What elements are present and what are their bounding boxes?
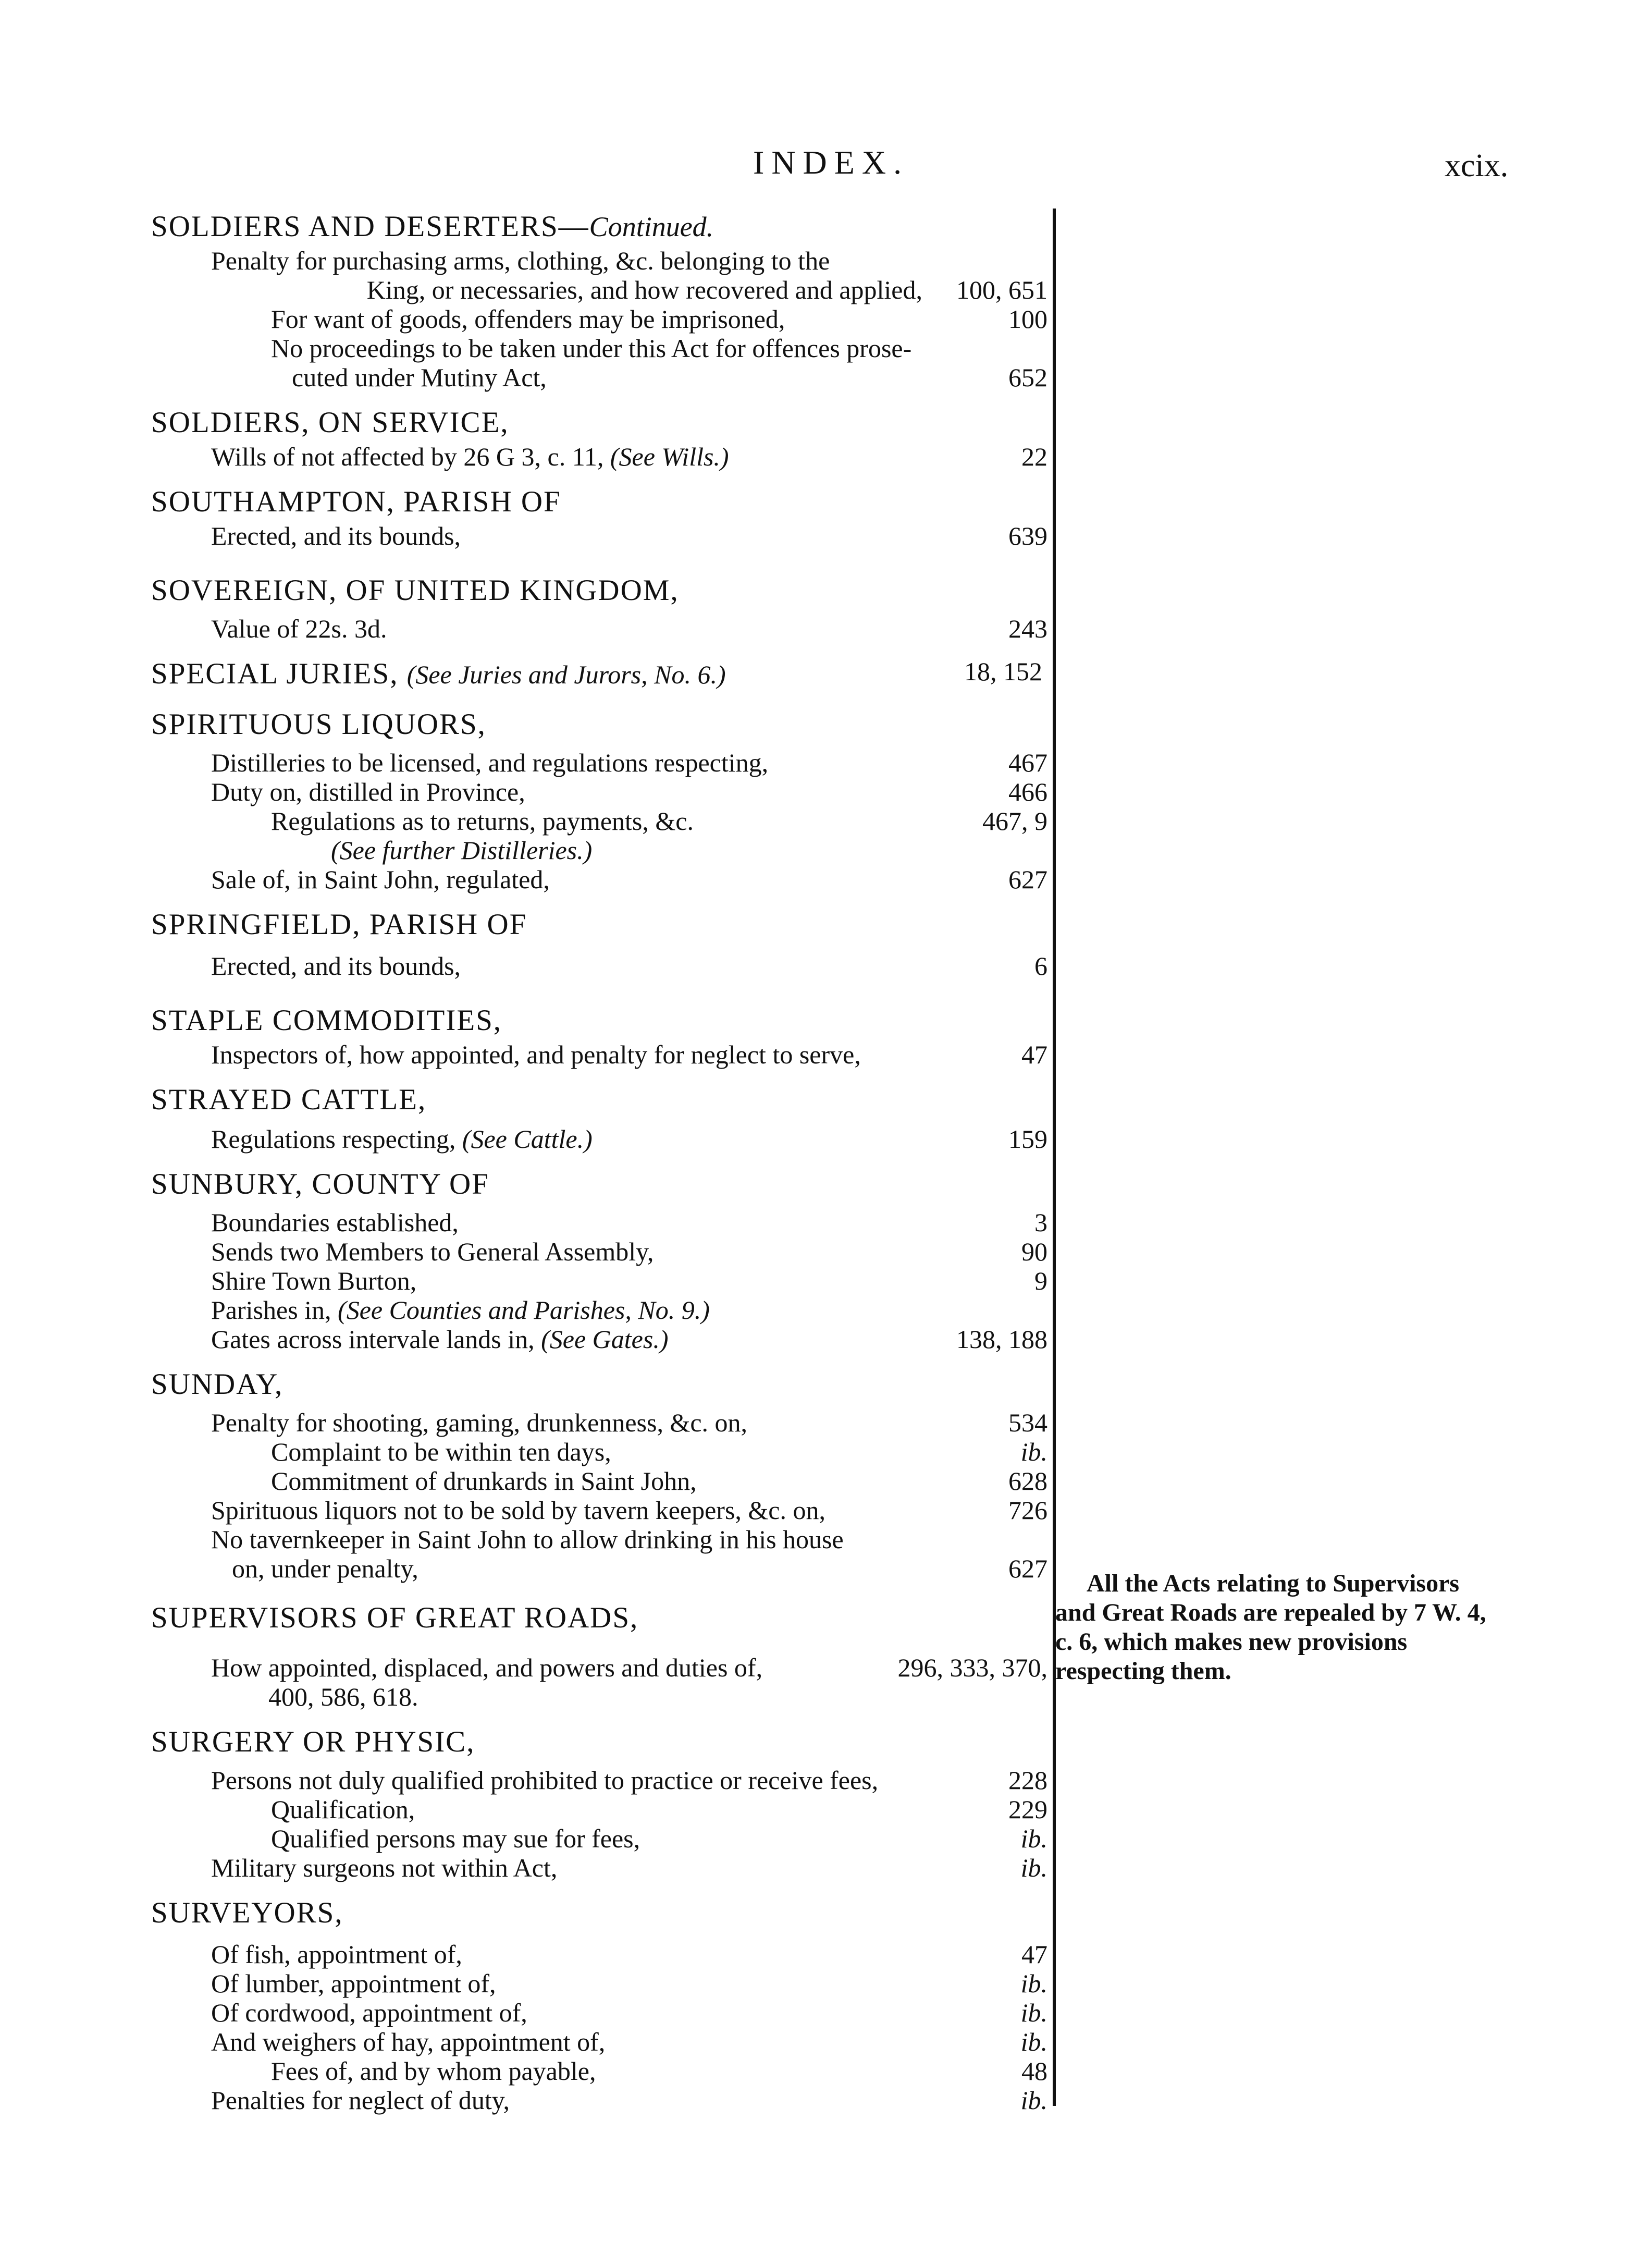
- page-ref: 627: [1008, 1554, 1047, 1583]
- page-ref: ib.: [1020, 2086, 1047, 2115]
- entry-line: Penalty for purchasing arms, clothing, &c. belonging to the King, or necessaries, and how recovered and applied, 100, 651: [211, 246, 1047, 304]
- entry-line: Of lumber, appointment of, ib.: [211, 1969, 1047, 1998]
- entry-heading: SOVEREIGN, OF UNITED KINGDOM,: [151, 574, 679, 607]
- entry-line: Fees of, and by whom payable, 48: [271, 2056, 1047, 2086]
- page-ref: 47: [1021, 1040, 1047, 1069]
- marginal-note: All the Acts relating to Supervisors and Great Roads are repealed by 7 W. 4, c. 6, which makes new provisions respecting them.: [1055, 1570, 1486, 1685]
- entry-heading: SUPERVISORS OF GREAT ROADS,: [151, 1601, 639, 1634]
- page-ref: 48: [1021, 2056, 1047, 2086]
- entry-line: Shire Town Burton, 9: [211, 1266, 1047, 1295]
- page-ref: ib.: [1020, 1969, 1047, 1998]
- entry-heading: STRAYED CATTLE,: [151, 1083, 427, 1116]
- index-entry: [151, 550, 1047, 643]
- page-ref: ib.: [1020, 1824, 1047, 1853]
- entry-line: Distilleries to be licensed, and regulations respecting, 467: [211, 748, 1047, 777]
- index-entry: [151, 1069, 1047, 1154]
- cross-reference: (See further Distilleries.): [331, 836, 593, 865]
- entry-line: Spirituous liquors not to be sold by tavern keepers, &c. on, 726: [211, 1496, 1047, 1525]
- page-ref: ib.: [1020, 1437, 1047, 1466]
- entry-line: Qualified persons may sue for fees, ib.: [271, 1824, 1047, 1853]
- entry-line: No tavernkeeper in Saint John to allow drinking in his house on, under penalty, 627: [211, 1525, 1047, 1583]
- entry-line: Penalties for neglect of duty, ib.: [211, 2086, 1047, 2115]
- entry-line: Erected, and its bounds, 6: [211, 951, 1047, 981]
- index-entry: [151, 392, 1047, 471]
- entry-line: Penalty for shooting, gaming, drunkenness, &c. on, 534: [211, 1408, 1047, 1437]
- entry-line: Commitment of drunkards in Saint John, 628: [271, 1466, 1047, 1496]
- entry-heading: SURVEYORS,: [151, 1896, 343, 1929]
- entry-heading: SPRINGFIELD, PARISH OF: [151, 908, 527, 941]
- page-ref: 466: [1008, 777, 1047, 806]
- page-ref: 627: [1008, 865, 1047, 894]
- entry-heading: SPIRITUOUS LIQUORS,: [151, 708, 486, 741]
- entry-line: Gates across intervale lands in, (See Gates.) 138, 188: [211, 1325, 1047, 1354]
- page-ref: 18, 152: [964, 657, 1042, 686]
- page-ref: 100, 651: [956, 275, 1047, 304]
- entry-line: Value of 22s. 3d. 243: [211, 614, 1047, 643]
- entry-line: Sale of, in Saint John, regulated, 627: [211, 865, 1047, 894]
- page-ref: 652: [1008, 363, 1047, 392]
- page-ref: 467, 9: [982, 806, 1047, 836]
- entry-heading: SPECIAL JURIES, (See Juries and Jurors, No. 6.) 18, 152: [151, 643, 1047, 694]
- page-ref: ib.: [1020, 2027, 1047, 2056]
- index-entry: [151, 471, 1047, 550]
- page-ref: 138, 188: [956, 1325, 1047, 1354]
- entry-line: Complaint to be within ten days, ib.: [271, 1437, 1047, 1466]
- index-entry: [151, 1354, 1047, 1583]
- entry-line: Parishes in, (See Counties and Parishes, No. 9.): [211, 1295, 710, 1325]
- entry-line: Qualification, 229: [271, 1795, 1047, 1824]
- page-ref: ib.: [1020, 1853, 1047, 1882]
- page-ref: 47: [1021, 1940, 1047, 1969]
- entry-line: Inspectors of, how appointed, and penalty for neglect to serve, 47: [211, 1040, 1047, 1069]
- entry-line: Of cordwood, appointment of, ib.: [211, 1998, 1047, 2027]
- page-ref: 22: [1021, 442, 1047, 471]
- index-entry: [151, 1882, 1047, 2115]
- index-entry: [151, 207, 1047, 392]
- column-rule: [1053, 209, 1056, 2106]
- entry-line: For want of goods, offenders may be imprisoned, 100: [271, 304, 1047, 334]
- page-ref: 3: [1034, 1208, 1047, 1237]
- entry-line: Wills of not affected by 26 G 3, c. 11, (See Wills.) 22: [211, 442, 1047, 471]
- index-entry: [151, 1711, 1047, 1882]
- entry-heading: SOLDIERS AND DESERTERS—Continued.: [151, 210, 714, 243]
- page-ref: 6: [1034, 951, 1047, 981]
- page-ref: 229: [1008, 1795, 1047, 1824]
- entry-line: Boundaries established, 3: [211, 1208, 1047, 1237]
- entry-line: Regulations respecting, (See Cattle.) 159: [211, 1124, 1047, 1154]
- page-ref: 296, 333, 370,: [897, 1653, 1047, 1682]
- page-ref: 534: [1008, 1408, 1047, 1437]
- index-entry: [151, 981, 1047, 1069]
- entry-line: Military surgeons not within Act, ib.: [211, 1853, 1047, 1882]
- index-entry: [151, 694, 1047, 894]
- index-entry: [151, 643, 1047, 694]
- page-ref: 159: [1008, 1124, 1047, 1154]
- page-ref: ib.: [1020, 1998, 1047, 2027]
- page-number: xcix.: [1445, 148, 1509, 183]
- entry-heading: STAPLE COMMODITIES,: [151, 1004, 502, 1037]
- entry-heading: SUNDAY,: [151, 1368, 283, 1401]
- entry-line: And weighers of hay, appointment of, ib.: [211, 2027, 1047, 2056]
- index-entry: [151, 1583, 1047, 1711]
- page-ref: 639: [1008, 521, 1047, 550]
- page-ref: 243: [1008, 614, 1047, 643]
- entry-heading: SOLDIERS, ON SERVICE,: [151, 406, 509, 439]
- page-ref: 726: [1008, 1496, 1047, 1525]
- index-entry: [151, 894, 1047, 981]
- page-ref: 467: [1008, 748, 1047, 777]
- entry-line: Persons not duly qualified prohibited to practice or receive fees, 228: [211, 1766, 1047, 1795]
- entry-line: Sends two Members to General Assembly, 90: [211, 1237, 1047, 1266]
- entry-heading: SUNBURY, COUNTY OF: [151, 1168, 489, 1200]
- page-ref: 628: [1008, 1466, 1047, 1496]
- entry-line: No proceedings to be taken under this Act for offences prose- cuted under Mutiny Act, 652: [271, 334, 1047, 392]
- entry-heading: SURGERY OR PHYSIC,: [151, 1725, 475, 1758]
- page-title: INDEX.: [753, 144, 909, 181]
- entry-line: Duty on, distilled in Province, 466: [211, 777, 1047, 806]
- index-entry: [151, 1154, 1047, 1354]
- page-ref: 100: [1008, 304, 1047, 334]
- entry-line: Erected, and its bounds, 639: [211, 521, 1047, 550]
- entry-heading: SOUTHAMPTON, PARISH OF: [151, 485, 561, 518]
- index-column: [151, 207, 1047, 2115]
- running-head: [0, 143, 1652, 195]
- entry-line: How appointed, displaced, and powers and duties of, 296, 333, 370, 400, 586, 618.: [211, 1653, 1047, 1711]
- entry-line: Of fish, appointment of, 47: [211, 1940, 1047, 1969]
- page-ref: 90: [1021, 1237, 1047, 1266]
- entry-line: Regulations as to returns, payments, &c. 467, 9: [271, 806, 1047, 836]
- page-ref: 9: [1034, 1266, 1047, 1295]
- page-ref: 228: [1008, 1766, 1047, 1795]
